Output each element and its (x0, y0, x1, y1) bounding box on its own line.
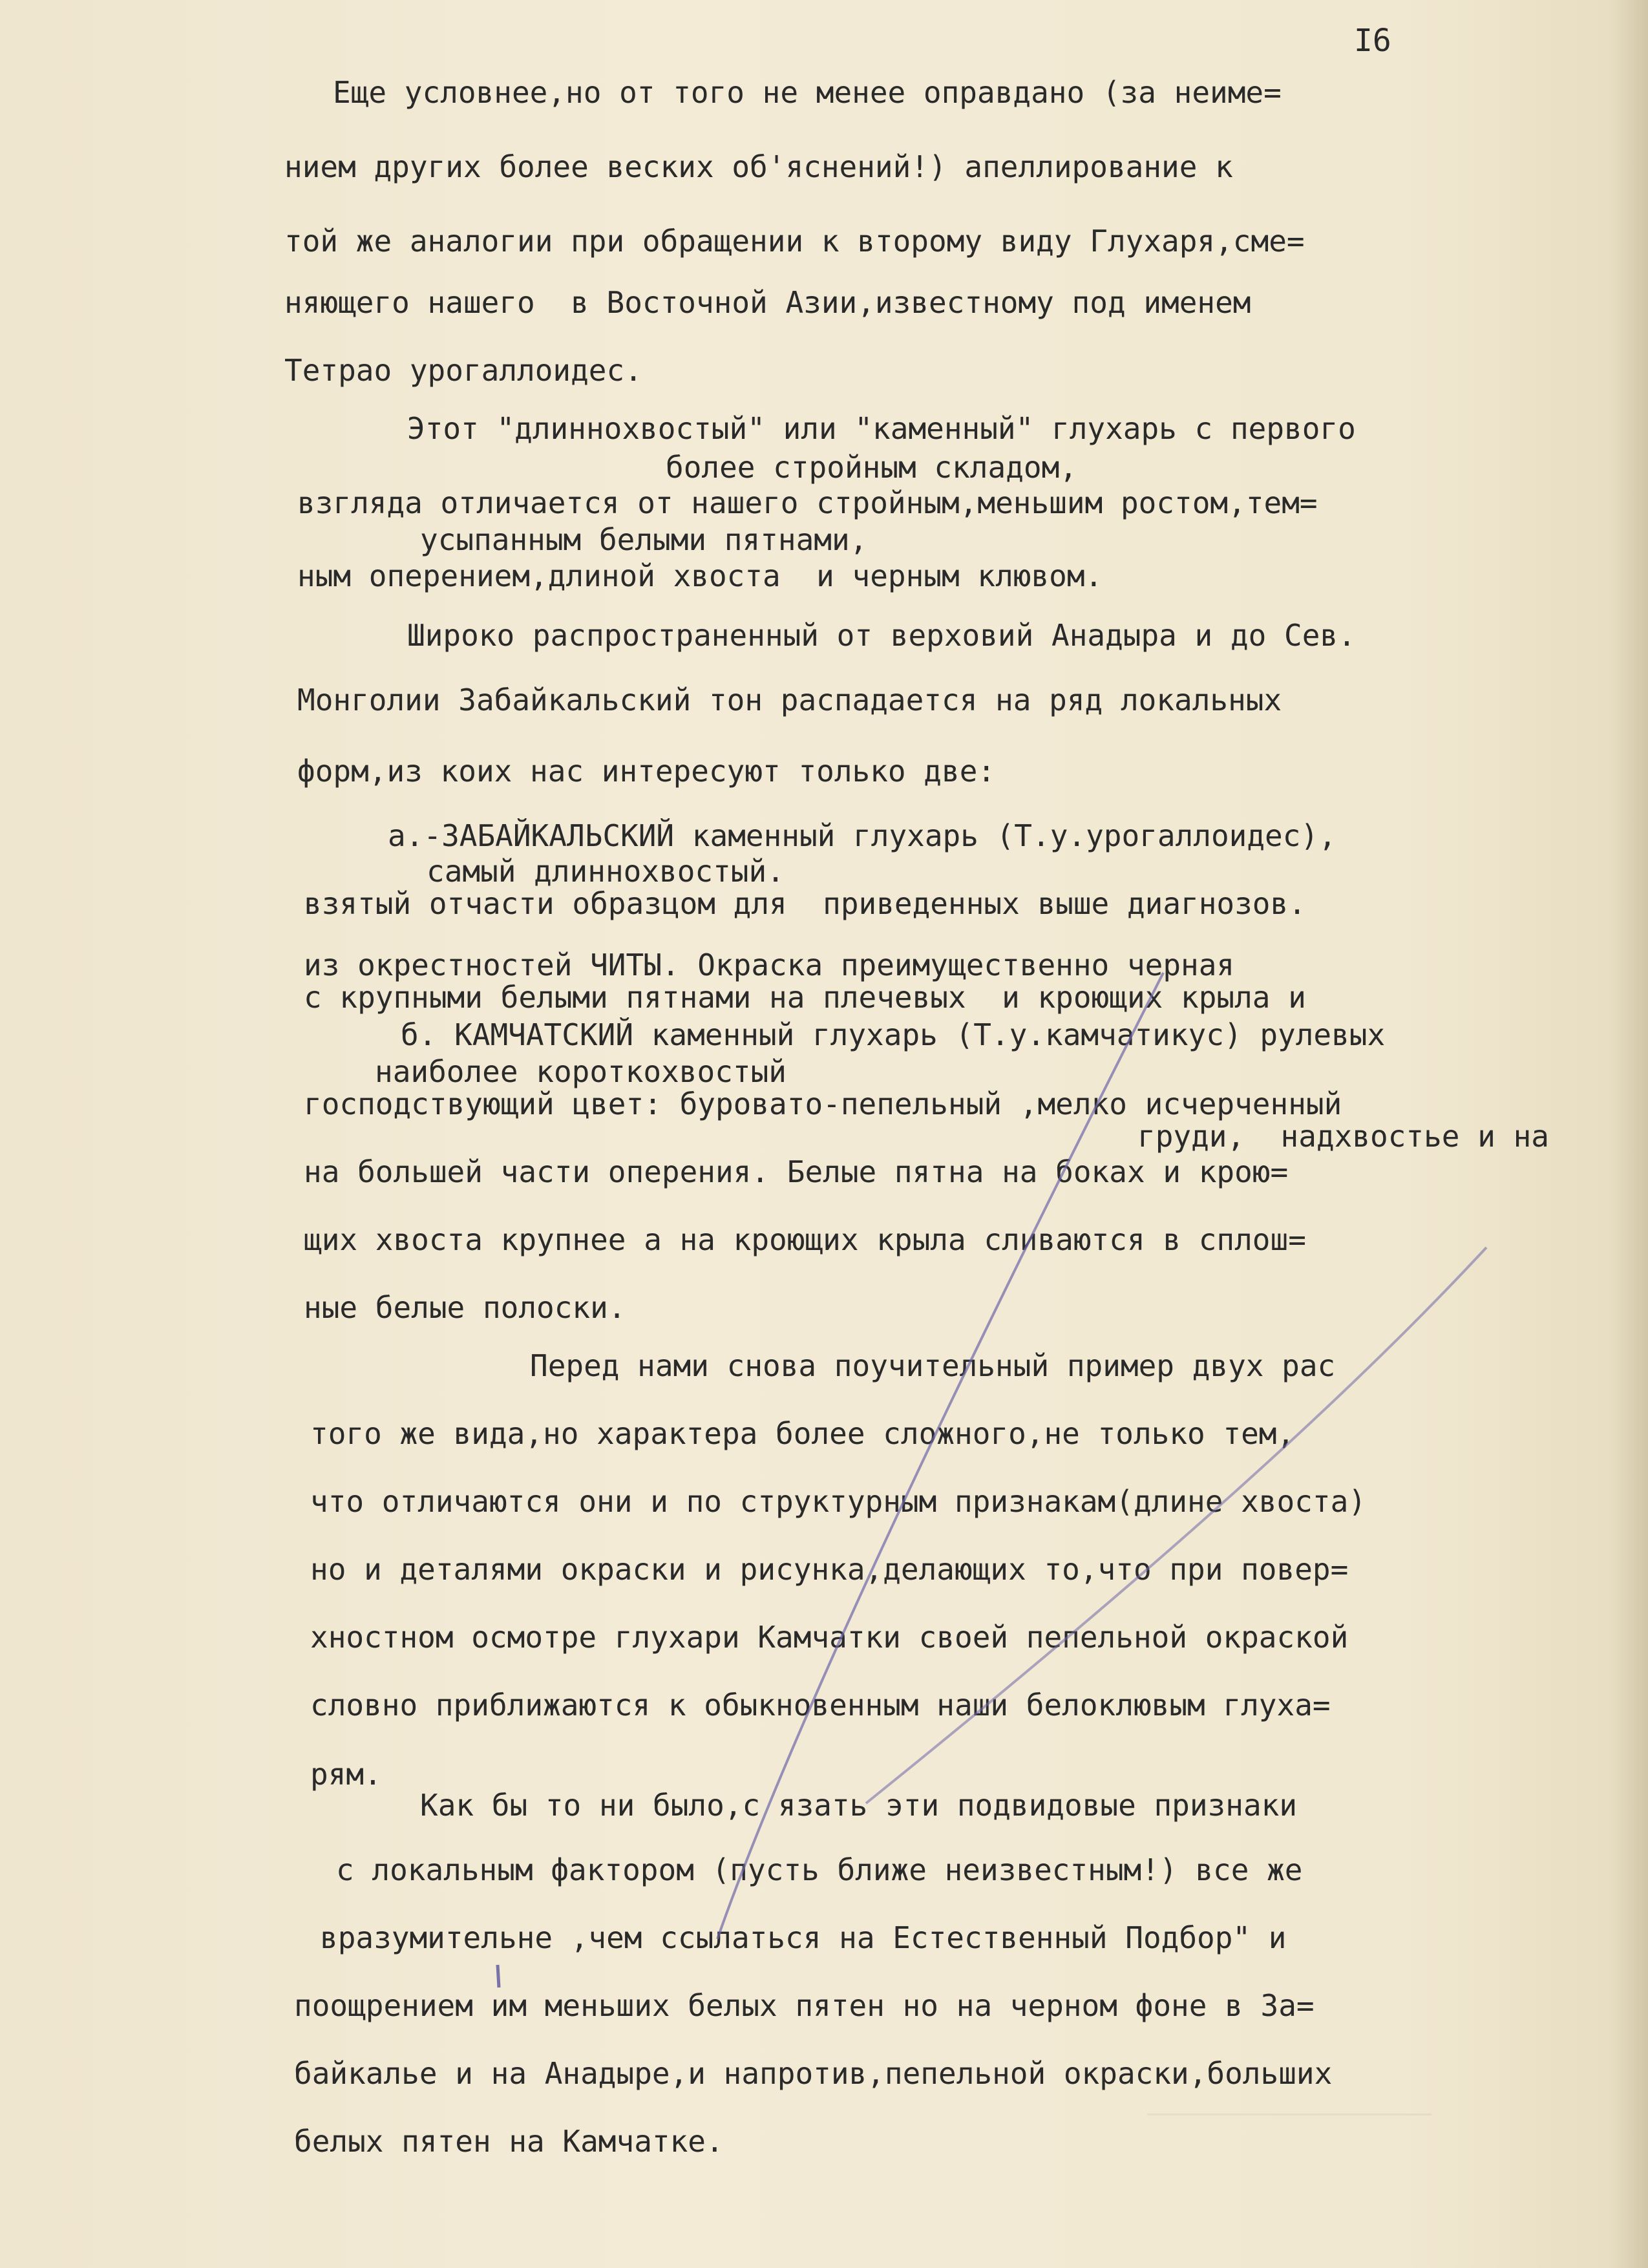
text-line: той же аналогии при обращении к второму виду Глухаря,сме= (284, 224, 1305, 259)
text-line: более стройным складом, (666, 450, 1077, 485)
text-line: самый длиннохвостый. (427, 854, 785, 889)
text-line: Перед нами снова поучительный пример двух рас (530, 1348, 1336, 1383)
page-number: I6 (1354, 23, 1391, 59)
text-line: усыпанным белыми пятнами, (420, 522, 868, 557)
text-line: того же вида,но характера более сложного,не только тем, (310, 1416, 1295, 1451)
text-line: груди, надхвостье и на (1137, 1119, 1549, 1154)
text-line: хностном осмотре глухари Камчатки своей пепельной окраской (310, 1620, 1349, 1655)
text-line: Монголии Забайкальский тон распадается на ряд локальных (297, 683, 1282, 717)
text-line: Еще условнее,но от того не менее оправдано (за неиме= (333, 75, 1282, 110)
pencil-tick (498, 1965, 499, 1987)
text-line: рям. (310, 1757, 382, 1792)
text-line: что отличаются они и по структурным признакам(длине хвоста) (310, 1484, 1366, 1519)
text-line: нием других более веских об'яснений!) апеллирование к (284, 149, 1233, 184)
text-line: на большей части оперения. Белые пятна на боках и крою= (304, 1154, 1289, 1189)
text-line: Этот "длиннохвостый" или "каменный" глухарь с первого (407, 411, 1356, 446)
text-line: щих хвоста крупнее а на кроющих крыла сливаются в сплош= (304, 1222, 1306, 1257)
text-line: с крупными белыми пятнами на плечевых и кроющих крыла и (304, 980, 1306, 1015)
page-edge-shadow (1609, 0, 1648, 2268)
text-line: из окрестностей ЧИТЫ. Окраска преимущественно черная (304, 948, 1235, 982)
text-line: поощрением им меньших белых пятен но на черном фоне в За= (294, 1988, 1315, 2023)
text-line: словно приближаются к обыкновенным наши белоклювым глуха= (310, 1688, 1331, 1722)
text-line: взгляда отличается от нашего стройным,меньшим ростом,тем= (297, 485, 1318, 520)
text-line: господствующий цвет: буровато-пепельный ,мелко исчерченный (304, 1086, 1342, 1121)
text-line: взятый отчасти образцом для приведенных выше диагнозов. (304, 886, 1306, 921)
text-line: форм,из коих нас интересуют только две: (297, 754, 996, 789)
text-line: с локальным фактором (пусть ближе неизвестным!) все же (336, 1852, 1303, 1887)
text-line: Широко распространенный от верховий Анадыра и до Сев. (407, 618, 1356, 653)
text-line: белых пятен на Камчатке. (294, 2124, 724, 2159)
text-line: вразумительне ,чем ссылаться на Естественный Подбор" и (320, 1920, 1287, 1955)
text-line: ным оперением,длиной хвоста и черным клювом. (297, 558, 1103, 593)
text-line: но и деталями окраски и рисунка,делающих то,что при повер= (310, 1552, 1349, 1587)
text-line: няющего нашего в Восточной Азии,известному под именем (284, 285, 1251, 320)
faint-stamp (1147, 2114, 1431, 2174)
text-line: б. КАМЧАТСКИЙ каменный глухарь (Т.у.камчатикус) рулевых (401, 1017, 1386, 1052)
text-line: ные белые полоски. (304, 1290, 626, 1325)
text-line: а.-ЗАБАЙКАЛЬСКИЙ каменный глухарь (Т.у.урогаллоидес), (388, 818, 1336, 853)
text-line: Тетрао урогаллоидес. (284, 353, 642, 388)
text-line: Как бы то ни было,с язать эти подвидовые признаки (420, 1788, 1298, 1823)
text-line: байкалье и на Анадыре,и напротив,пепельной окраски,больших (294, 2056, 1333, 2091)
text-line: наиболее короткохвостый (375, 1054, 787, 1089)
